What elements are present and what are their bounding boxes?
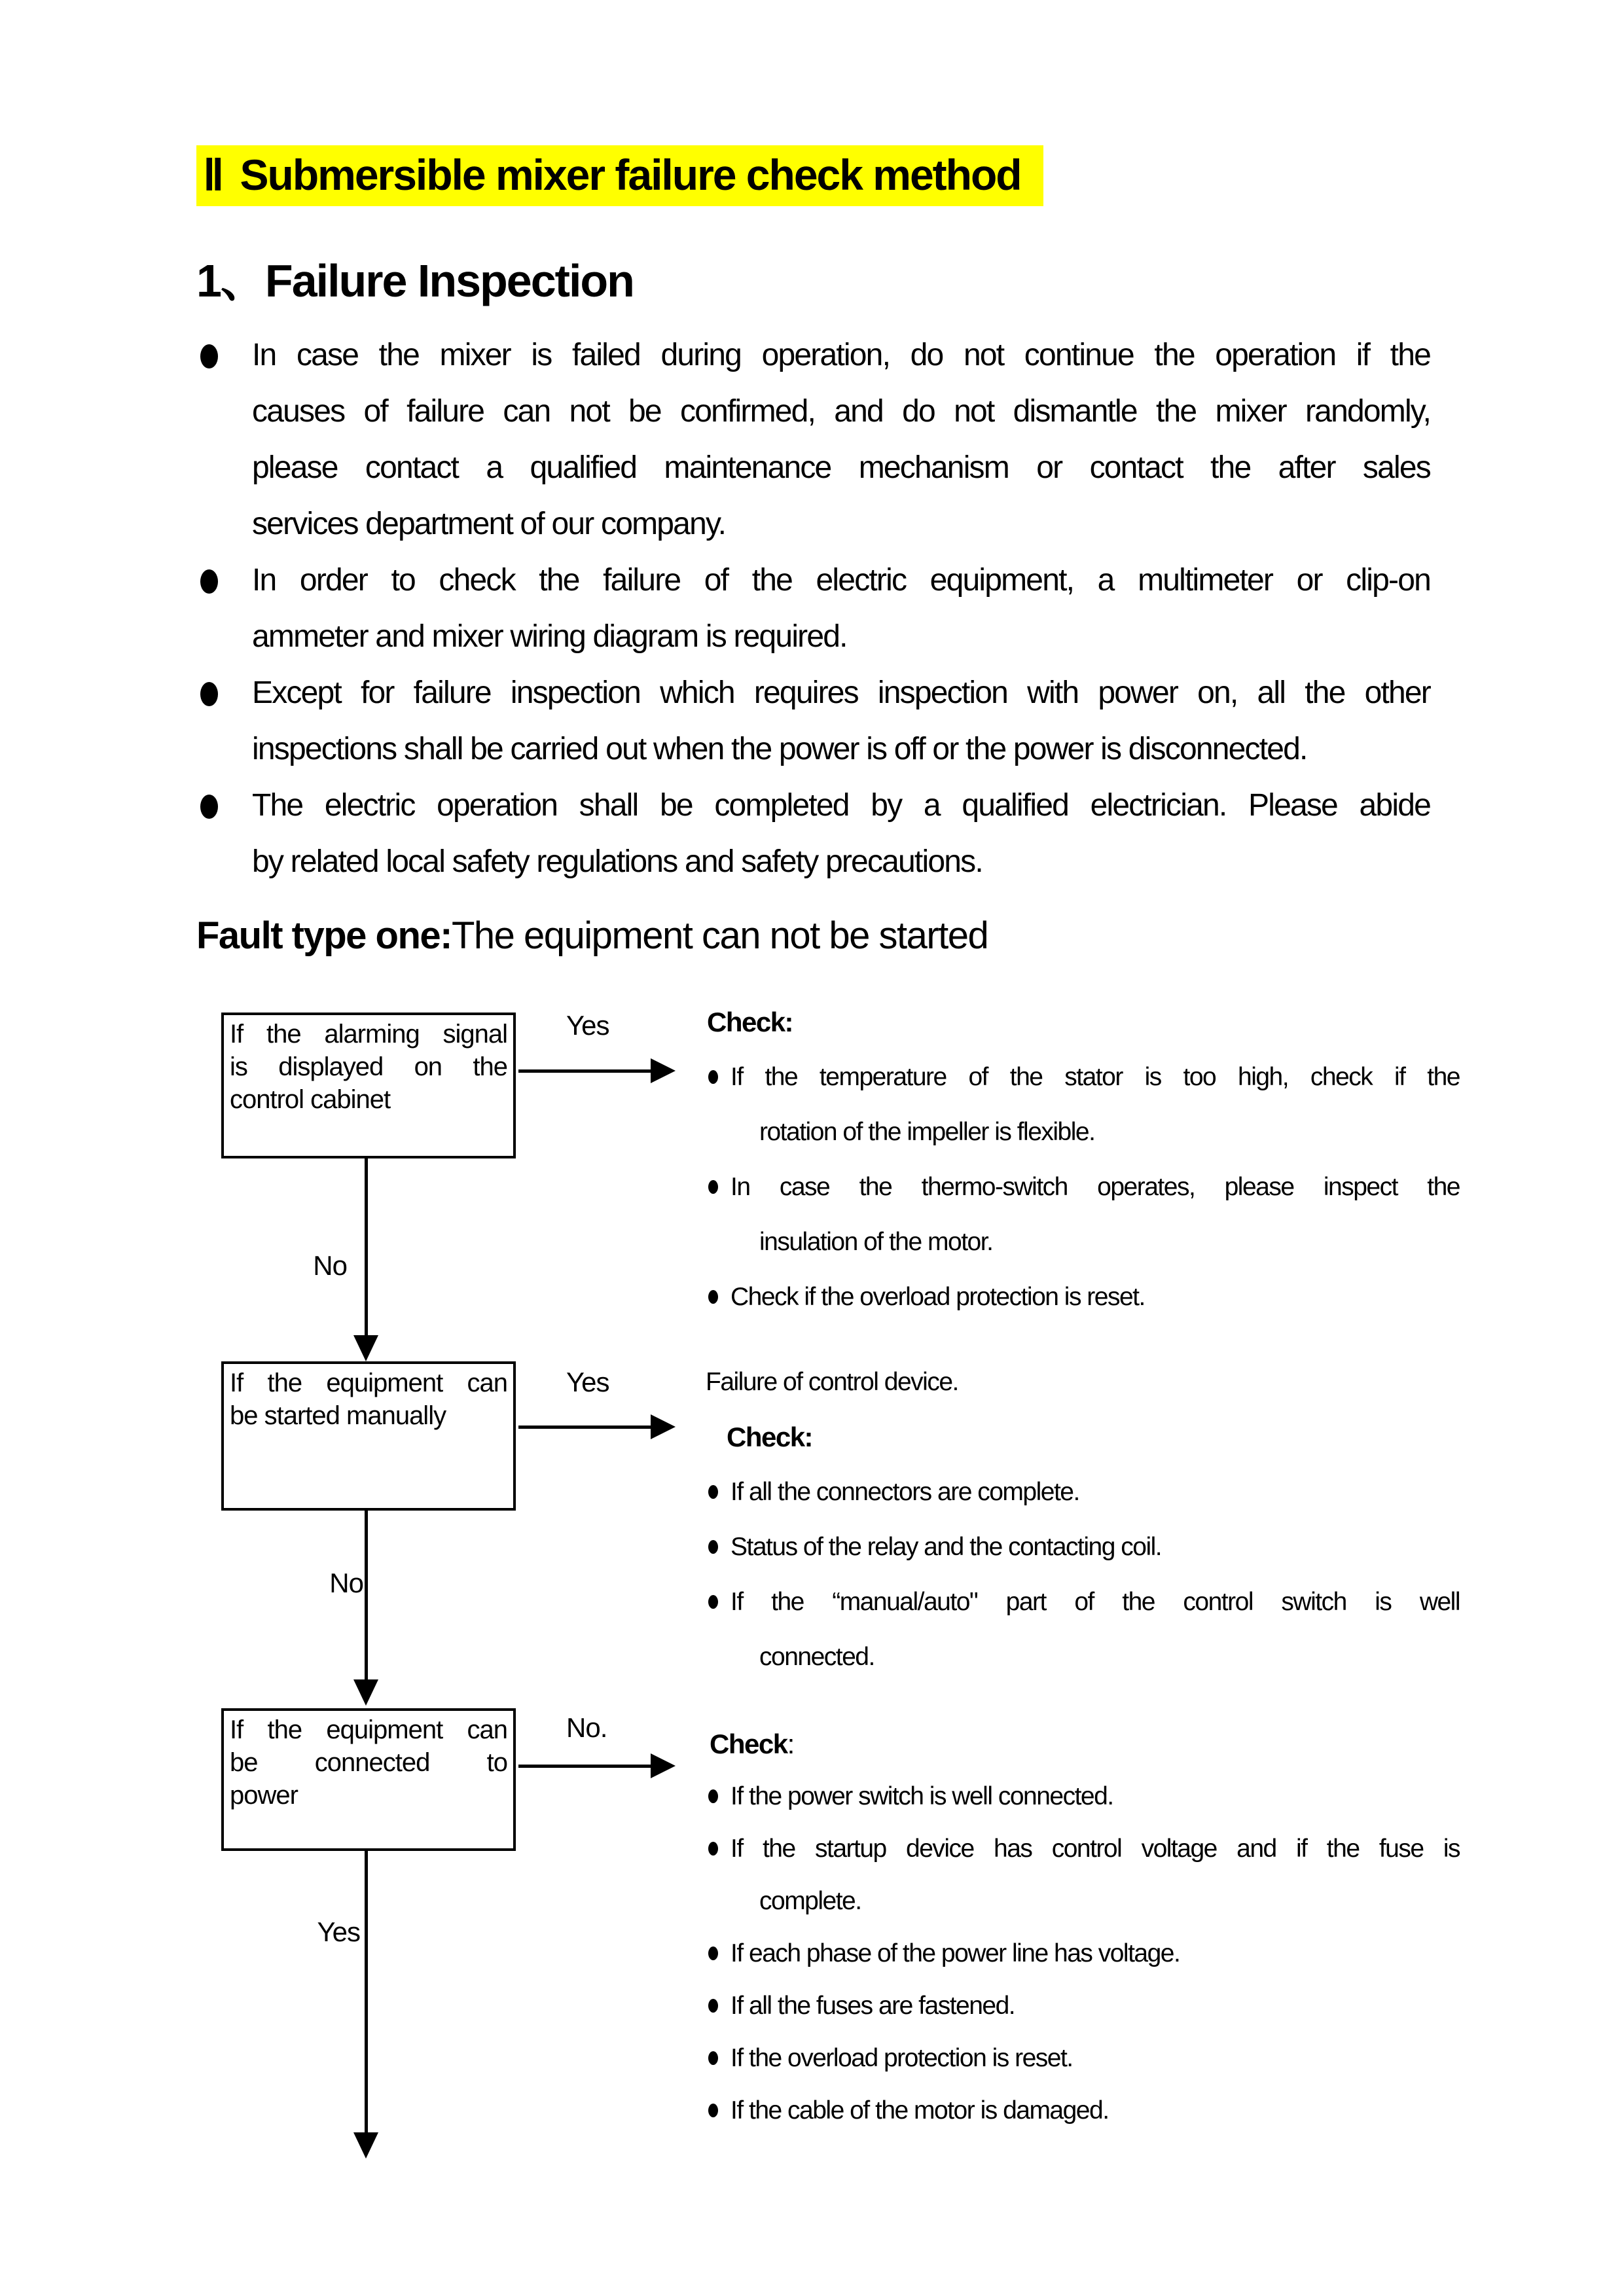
check-item-line: If all the connectors are complete. xyxy=(700,1465,1460,1520)
check-item-line: If each phase of the power line has voltage. xyxy=(700,1928,1460,1980)
check-item-line: In case the thermo-switch operates, please inspect the xyxy=(700,1160,1460,1215)
check-item-line: If the overload protection is reset. xyxy=(700,2032,1460,2085)
fault-type-heading xyxy=(196,914,1430,958)
arrow-head-down-2 xyxy=(353,1679,378,1706)
bullet-line: Except for failure inspection which requires inspection with power on, all the other xyxy=(252,675,1430,710)
arrow-line-3 xyxy=(518,1765,651,1768)
yes-label-1: Yes xyxy=(566,1010,609,1041)
arrow-line-2 xyxy=(518,1426,651,1429)
no-label-1: No xyxy=(313,1250,347,1281)
connector-line-1 xyxy=(365,1158,368,1336)
check-item-line: If the cable of the motor is damaged. xyxy=(700,2085,1460,2137)
no-label-2: No xyxy=(329,1568,363,1598)
bullet-line: In order to check the failure of the electric equipment, a multimeter or clip-on xyxy=(252,562,1430,598)
branch-1-checklist xyxy=(700,995,1460,1325)
arrow-head-right-3 xyxy=(651,1753,676,1778)
box-line: If the equipment can xyxy=(230,1715,507,1744)
list-item xyxy=(196,552,1430,665)
page-content xyxy=(0,0,1624,958)
box-line: power xyxy=(230,1781,298,1810)
bullet-line: causes of failure can not be confirmed, and do not dismantle the mixer randomly, xyxy=(252,393,1430,429)
check-item-line: If the startup device has control voltage and if the fuse is xyxy=(700,1823,1460,1875)
title-numeral: Ⅱ xyxy=(203,151,223,199)
fault-heading-bold: Fault type one: xyxy=(196,914,452,957)
check-heading: Check: xyxy=(727,1422,813,1452)
title-text: Submersible mixer failure check method xyxy=(240,151,1021,199)
bullet-line: by related local safety regulations and safety precautions. xyxy=(252,844,983,879)
flowchart xyxy=(0,975,1624,2199)
box-line: be started manually xyxy=(230,1401,446,1430)
box-line: control cabinet xyxy=(230,1085,391,1114)
section-heading: 1、Failure Inspection xyxy=(196,255,634,306)
bullet-line: In case the mixer is failed during operation, do not continue the operation if the xyxy=(252,337,1430,372)
bullet-text xyxy=(252,327,1430,552)
bullet-text xyxy=(252,778,1430,890)
bullet-line: ammeter and mixer wiring diagram is required. xyxy=(252,619,847,654)
yes-label-2: Yes xyxy=(566,1367,609,1397)
check-item-line: If the “manual/auto" part of the control switch is well xyxy=(700,1575,1460,1630)
branch-result-text: Failure of control device. xyxy=(706,1368,958,1396)
bullet-icon xyxy=(196,327,252,552)
check-item-line: Status of the relay and the contacting coil. xyxy=(700,1520,1460,1575)
arrow-line-1 xyxy=(518,1069,651,1073)
flowchart-box-alarm-signal xyxy=(221,1013,516,1158)
no-label-3: No. xyxy=(566,1712,607,1743)
check-heading: Check: xyxy=(707,1007,793,1037)
branch-3-checklist xyxy=(700,1718,1460,2137)
box-line: If the equipment can xyxy=(230,1369,507,1397)
bullet-line: The electric operation shall be completed by a qualified electrician. Please abide xyxy=(252,787,1430,823)
check-item-line: If all the fuses are fastened. xyxy=(700,1980,1460,2032)
bullet-icon xyxy=(196,778,252,890)
bullet-list xyxy=(196,327,1430,890)
check-item-line: If the temperature of the stator is too high, check if the xyxy=(700,1050,1460,1105)
check-item-line: If the power switch is well connected. xyxy=(700,1770,1460,1823)
bullet-text xyxy=(252,665,1430,778)
bullet-line: services department of our company. xyxy=(252,506,726,541)
check-item-line: insulation of the motor. xyxy=(759,1228,993,1256)
arrow-head-right-2 xyxy=(651,1414,676,1439)
arrow-head-right-1 xyxy=(651,1058,676,1083)
list-item xyxy=(196,665,1430,778)
bullet-icon xyxy=(196,552,252,665)
flowchart-box-manual-start xyxy=(221,1361,516,1511)
page-title xyxy=(196,145,1043,206)
fault-heading-normal: The equipment can not be started xyxy=(451,914,988,957)
check-item-line: connected. xyxy=(759,1643,875,1671)
check-item-line: rotation of the impeller is flexible. xyxy=(759,1118,1095,1146)
list-item xyxy=(196,327,1430,552)
check-heading-bold: Check xyxy=(710,1729,787,1759)
connector-line-3 xyxy=(365,1851,368,2134)
list-item xyxy=(196,778,1430,890)
flowchart-box-power-connect xyxy=(221,1708,516,1851)
box-line: be connected to xyxy=(230,1748,507,1777)
bullet-line: please contact a qualified maintenance mechanism or contact the after sales xyxy=(252,450,1430,485)
check-item-line: Check if the overload protection is reset. xyxy=(700,1270,1460,1325)
bullet-line: inspections shall be carried out when the power is off or the power is disconnected. xyxy=(252,731,1307,766)
bullet-icon xyxy=(196,665,252,778)
yes-label-3: Yes xyxy=(317,1916,360,1947)
check-heading xyxy=(700,1718,1460,1770)
bullet-text xyxy=(252,552,1430,665)
box-line: is displayed on the xyxy=(230,1052,507,1081)
arrow-head-down-3 xyxy=(353,2132,378,2159)
arrow-head-down-1 xyxy=(353,1335,378,1361)
branch-2-checklist xyxy=(700,1355,1460,1685)
check-item-line: complete. xyxy=(759,1887,861,1915)
check-heading-colon: : xyxy=(787,1729,794,1759)
box-line: If the alarming signal xyxy=(230,1020,507,1049)
connector-line-2 xyxy=(365,1511,368,1681)
